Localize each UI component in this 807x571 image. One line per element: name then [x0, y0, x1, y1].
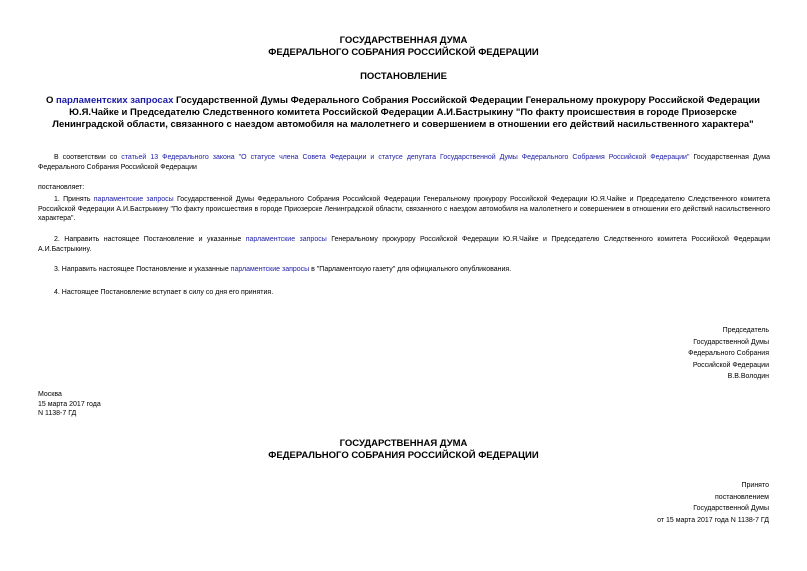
item-3-prefix: 3. Направить настоящее Постановление и указанные [54, 266, 231, 273]
second-header [0, 438, 807, 462]
document-header [0, 35, 807, 59]
second-header-line-1: ГОСУДАРСТВЕННАЯ ДУМА [339, 438, 468, 449]
document-title [34, 95, 772, 131]
adopted-line-1: Принято [741, 482, 769, 489]
item-2-prefix: 2. Направить настоящее Постановление и указанные [54, 236, 246, 243]
item-3-suffix: в "Парламентскую газету" для официального опубликования. [309, 266, 512, 273]
item-1 [38, 195, 770, 224]
preamble-suffix: Государственная Дума Федерального Собрания Российской Федерации [38, 154, 770, 171]
item-2 [38, 235, 770, 254]
item-1-prefix: 1. Принять [54, 196, 94, 203]
item-1-link[interactable]: парламентские запросы [93, 196, 174, 203]
place-city: Москва [38, 391, 62, 398]
adopted-line-2: постановлением [715, 493, 769, 501]
item-2-link[interactable]: парламентские запросы [245, 236, 327, 243]
title-link[interactable]: парламентских запросах [56, 95, 174, 106]
item-4-text: 4. Настоящее Постановление вступает в силу со дня его принятия. [54, 289, 274, 296]
item-3 [38, 265, 770, 275]
item-1-suffix: Государственной Думы Федерального Собрания Российской Федерации Генеральному прокурору Российской Федерации Ю.Я.Чайке и Председателю Следственного комитета Российской Федерации А.И.Бастрыкину "По факту происшествия в городе Приозерске Ленинградской области, связанного с наездом автомобиля на малолетнего и совершением в отношении его действий насильственного характера". [38, 196, 770, 222]
preamble-link[interactable]: статьей 13 Федерального закона "О статусе члена Совета Федерации и статусе депутата Государственной Думы Федерального Собрания Российской Федерации" [121, 154, 690, 161]
signature-line-3: Федерального Собрания [688, 350, 769, 357]
signature-line-4: Российской Федерации [692, 361, 769, 369]
item-2-suffix: Генеральному прокурору Российской Федерации Ю.Я.Чайке и Председателю Следственного комитета Российской Федерации А.И.Бастрыкину. [38, 236, 770, 253]
header-line-2: ФЕДЕРАЛЬНОГО СОБРАНИЯ РОССИЙСКОЙ ФЕДЕРАЦИИ [268, 47, 539, 58]
item-4 [38, 288, 770, 298]
signature-block [688, 325, 769, 383]
document-type [0, 71, 807, 83]
title-rest: Государственной Думы Федерального Собрания Российской Федерации Генеральному прокурору Российской Федерации Ю.Я.Чайке и Председателю Следственного комитета Российской Федерации А.И.Бастрыкину "По факту происшествия в городе Приозерске Ленинградской области, связанного с наездом автомобиля на малолетнего и совершением в отношении его действий насильственного характера" [52, 95, 761, 130]
resolves-text: постановляет: [38, 184, 85, 191]
adopted-block [657, 480, 769, 526]
document-number: N 1138-7 ГД [38, 410, 77, 417]
place-date: 15 марта 2017 года [38, 400, 101, 408]
preamble [38, 153, 770, 172]
signature-line-2: Государственной Думы [693, 338, 769, 346]
title-prefix: О [45, 95, 57, 106]
adopted-line-3: Государственной Думы [693, 505, 769, 512]
signature-line-1: Председатель [722, 327, 769, 334]
signature-name: В.В.Володин [727, 373, 769, 380]
item-3-link[interactable]: парламентские запросы [230, 266, 310, 273]
resolves-label [38, 183, 770, 193]
place-date-block [38, 390, 101, 419]
second-header-line-2: ФЕДЕРАЛЬНОГО СОБРАНИЯ РОССИЙСКОЙ ФЕДЕРАЦИИ [268, 450, 539, 461]
header-line-1: ГОСУДАРСТВЕННАЯ ДУМА [339, 35, 468, 46]
adopted-line-4: от 15 марта 2017 года N 1138-7 ГД [657, 516, 769, 524]
document-type-label: ПОСТАНОВЛЕНИЕ [360, 71, 447, 82]
preamble-prefix: В соответствии со [54, 154, 122, 161]
